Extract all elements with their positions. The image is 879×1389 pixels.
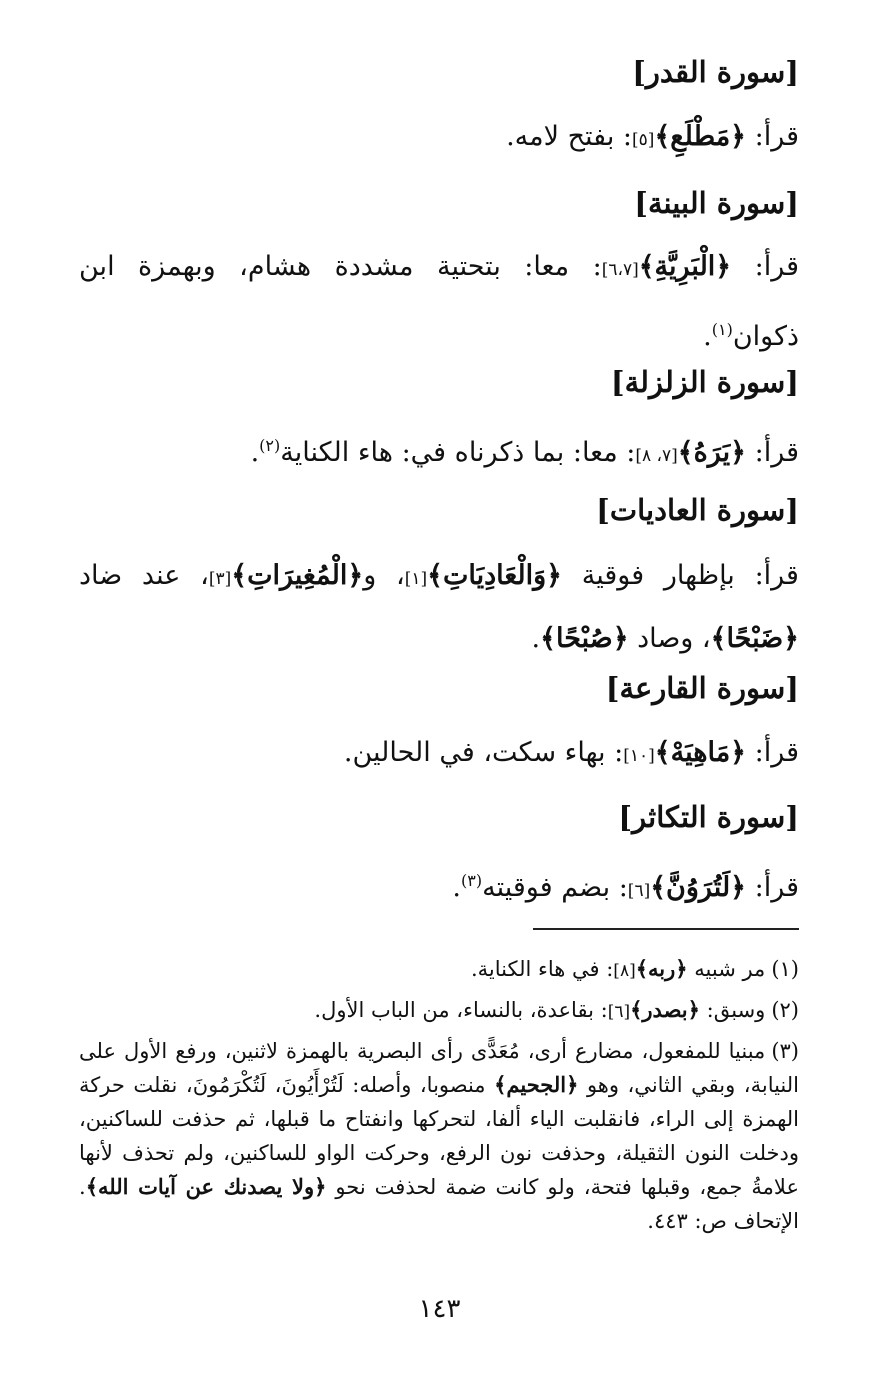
entry-adiyat [79, 546, 799, 669]
surah-heading-qadr: [سورة القدر] [632, 55, 799, 89]
quran-word: ﴿ضَبْحًا﴾ [710, 623, 799, 654]
verse-ref: [٥] [632, 130, 655, 150]
footnote-2 [79, 993, 799, 1029]
entry-qaria [79, 733, 799, 776]
quran-word: ﴿ربه﴾ [635, 956, 688, 981]
footnote-number: (٢) [771, 998, 799, 1022]
surah-heading-adiyat: [سورة العاديات] [596, 493, 799, 527]
entry-lead: قرأ: [754, 872, 799, 903]
entry-lead: قرأ: [754, 437, 799, 468]
quran-word: ﴿بصدر﴾ [630, 997, 700, 1022]
verse-ref: [٦] [607, 1002, 631, 1022]
entry-lead: قرأ: [754, 560, 799, 591]
verse-ref: [٦] [627, 881, 651, 901]
entry-text: ، عند ضاد [79, 560, 209, 591]
quran-word: ﴿ولا يصدنك عن آيات الله﴾ [85, 1174, 327, 1199]
footnote-marker: (٣) [461, 871, 483, 890]
entry-text: ، و [363, 560, 405, 591]
entry-text: بإظهار فوقية [581, 560, 735, 591]
footnote-number: (٣) [771, 1039, 799, 1063]
footnote-marker: (١) [711, 320, 733, 339]
footnote-text: وسبق: [706, 998, 766, 1022]
surah-heading-bayyina: [سورة البينة] [634, 186, 799, 220]
entry-lead: قرأ: [754, 737, 799, 768]
quran-word: ﴿الجحيم﴾ [494, 1072, 579, 1097]
entry-end: . [531, 623, 541, 654]
quran-word: ﴿يَرَهُ﴾ [677, 437, 746, 468]
quran-word: ﴿وَالْعَادِيَاتِ﴾ [427, 560, 562, 591]
entry-qadr [79, 117, 799, 160]
entry-end: . [452, 872, 461, 903]
entry-text: ، وصاد [637, 623, 711, 654]
entry-lead: قرأ: [754, 121, 799, 152]
entry-zalzala [79, 426, 799, 476]
surah-heading-takathur: [سورة التكاثر] [618, 800, 799, 834]
entry-text: : بهاء سكت، في الحالين. [343, 737, 624, 768]
quran-word: ﴿الْبَرِيَّةِ﴾ [638, 251, 732, 282]
verse-ref: [٣] [208, 569, 232, 589]
footnote-3 [79, 1034, 799, 1238]
footnote-text: : في هاء الكناية. [470, 957, 614, 981]
entry-text: : معا: بتحتية مشددة هشام، وبهمزة ابن ذكوان [79, 251, 799, 352]
verse-ref: [١] [404, 569, 428, 589]
entry-text: : بضم فوقيته [482, 872, 628, 903]
footnote-1 [79, 952, 799, 988]
footnote-text: مر شبيه [694, 957, 766, 981]
entry-text: : بفتح لامه. [506, 121, 633, 152]
quran-word: ﴿لَتُرَوُنَّ﴾ [650, 872, 746, 903]
entry-end: . [250, 437, 260, 468]
entry-bayyina [79, 237, 799, 367]
entry-takathur [79, 861, 799, 911]
verse-ref: [٨] [613, 961, 636, 981]
page-number: ١٤٣ [418, 1294, 461, 1324]
footnote-marker: (٢) [259, 436, 281, 455]
verse-ref: [٧، ٨] [635, 446, 678, 466]
footnote-text: . الإتحاف ص: ٤٤٣. [79, 1175, 799, 1233]
quran-word: ﴿مَطْلَعِ﴾ [654, 121, 746, 152]
quran-word: ﴿مَاهِيَهْ﴾ [654, 737, 746, 768]
entry-end: . [703, 321, 712, 352]
footnote-text: مبنيا للمفعول، مضارع أرى، مُعَدًّى رأى البصرية بالهمزة لاثنين، ورفع الأول على النيابة، وبقي الثاني، وهو [79, 1039, 799, 1097]
footnote-separator [533, 928, 799, 930]
entry-lead: قرأ: [754, 251, 799, 282]
quran-word: ﴿صُبْحًا﴾ [540, 623, 629, 654]
surah-heading-qaria: [سورة القارعة] [605, 671, 799, 705]
footnote-text: منصوبا، وأصله: لَتُرْأَيُونَ، لَتُكْرَمُونَ، نقلت حركة الهمزة إلى الراء، فانقلبت الياء ألفا، لتحركها وانفتاح ما قبلها، ثم حذفت للساكنين، ودخلت النون الثقيلة، وحذفت نون الرفع، وحركت الواو للساكنين، ولم تحذف لأنها علامةُ جمع، وقبلها فتحة، ولو كانت ضمة لحذفت نحو [79, 1073, 799, 1199]
footnote-number: (١) [771, 957, 799, 981]
quran-word: ﴿الْمُغِيرَاتِ﴾ [231, 560, 364, 591]
entry-text: : معا: بما ذكرناه في: هاء الكناية [280, 437, 636, 468]
verse-ref: [٦،٧] [601, 260, 639, 280]
verse-ref: [١٠] [623, 746, 655, 766]
surah-heading-zalzala: [سورة الزلزلة] [610, 365, 799, 399]
footnote-text: : بقاعدة، بالنساء، من الباب الأول. [314, 998, 608, 1022]
